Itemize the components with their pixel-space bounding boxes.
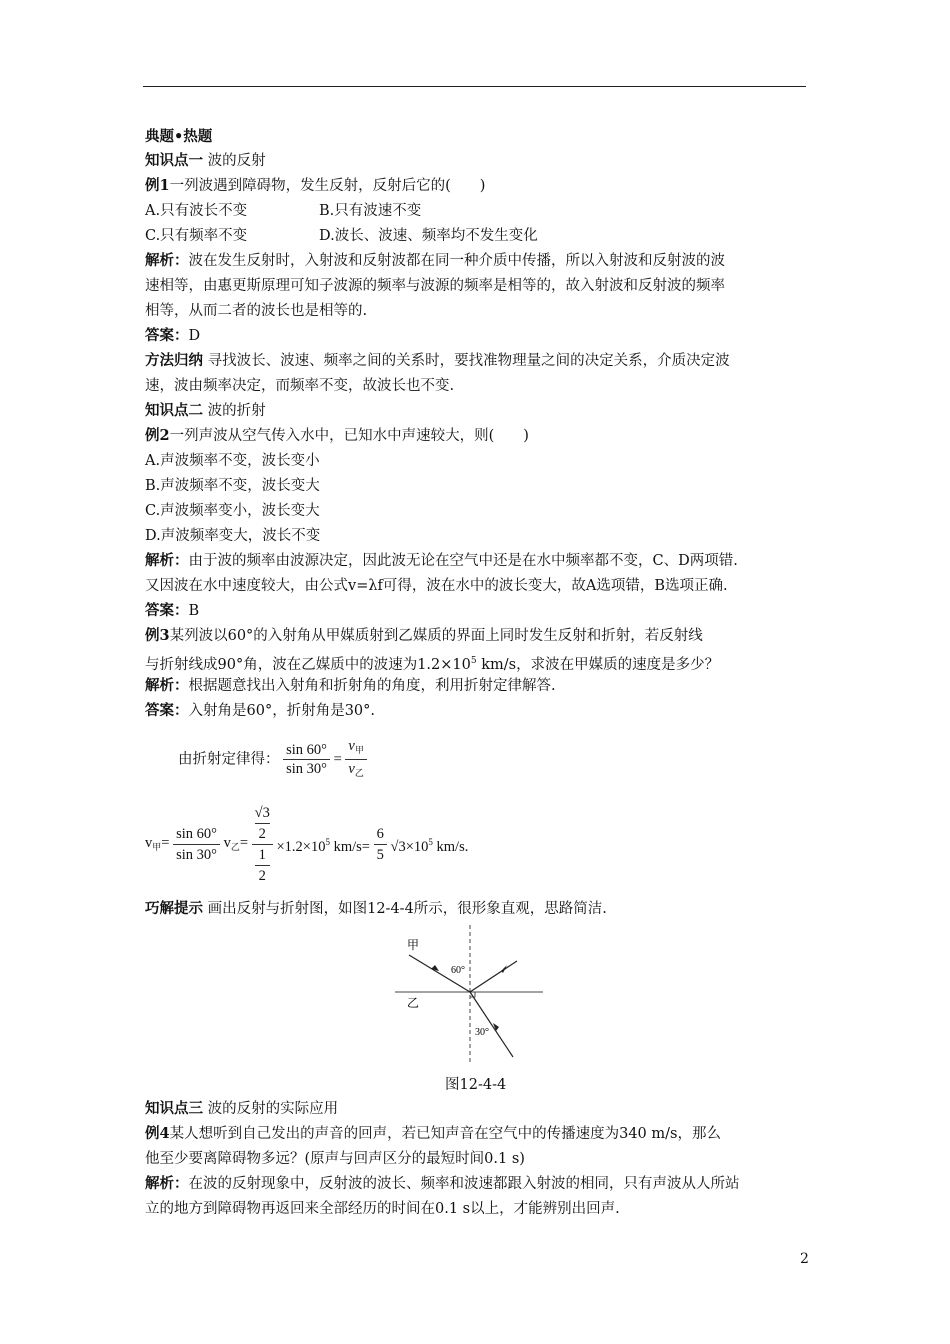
ex4-analysis-text1: 在波的反射现象中，反射波的波长、频率和波速都跟入射波的相同，只有声波从人所站 xyxy=(188,1176,740,1192)
ex3-question-text1: 某列波以60°的入射角从甲媒质射到乙媒质的界面上同时发生反射和折射，若反射线 xyxy=(169,628,703,644)
ex3-answer-value: 入射角是60°，折射角是30°. xyxy=(188,703,376,719)
ex4-analysis-line2: 立的地方到障碍物再返回来全部经历的时间在0.1 s以上，才能辨别出回声. xyxy=(145,1201,620,1217)
ex2-analysis-label: 解析： xyxy=(145,552,189,569)
formula1-rnum-v: v xyxy=(348,738,355,754)
formula2-lhs-sub: 甲 xyxy=(152,841,162,852)
formula1-rnum-sub: 甲 xyxy=(354,745,364,755)
ex2-label: 例2 xyxy=(145,427,170,444)
ex4-analysis-label: 解析： xyxy=(145,1175,189,1192)
ex4-analysis-line1 xyxy=(145,1174,740,1194)
formula2-mid-exp: 5 xyxy=(325,837,330,847)
reflected-arrow-icon xyxy=(501,965,507,973)
formula2-result-fraction xyxy=(374,824,387,865)
method-line1 xyxy=(145,351,730,371)
formula2-tail-text: ×10 xyxy=(405,839,429,855)
section-title: 典题•热题 xyxy=(145,128,213,145)
ex2-opt-c: C.声波频率变小，波长变大 xyxy=(145,503,320,519)
formula2-cf-top xyxy=(252,803,273,845)
figure-caption: 图12-4-4 xyxy=(445,1077,507,1093)
formula1 xyxy=(178,737,367,782)
formula2-tail xyxy=(390,839,468,855)
formula2-cf-top-num: √3 xyxy=(254,805,270,821)
method-text1: 寻找波长、波速、频率之间的关系时，要找准物理量之间的决定关系，介质决定波 xyxy=(207,353,730,369)
ex4-question-text1: 某人想听到自己发出的声音的回声，若已知声音在空气中的传播速度为340 m/s，那么 xyxy=(169,1126,721,1142)
formula2-tail2: km/s. xyxy=(432,839,469,855)
ex1-answer-label: 答案： xyxy=(145,327,189,344)
formula2-cf-bot-num: 1 xyxy=(255,845,270,866)
ex1-analysis-text1: 波在发生反射时，入射波和反射波都在同一种介质中传播，所以入射波和反射波的波 xyxy=(188,253,725,269)
kp1-label: 知识点一 xyxy=(145,152,203,169)
ex2-analysis-line2: 又因波在水中速度较大，由公式v=λf可得，波在水中的波长变大，故A选项错，B选项正确. xyxy=(145,578,728,594)
ex2-answer-label: 答案： xyxy=(145,602,189,619)
ex4-question-line2: 他至少要离障碍物多远？(原声与回声区分的最短时间0.1 s) xyxy=(145,1151,525,1167)
reflection-refraction-figure xyxy=(395,925,555,1065)
angle-incident-label: 60° xyxy=(451,965,465,976)
formula2-sin-fraction xyxy=(173,824,220,865)
formula2-v2-sub: 乙 xyxy=(230,841,240,852)
ex2-analysis-line1 xyxy=(145,551,738,571)
formula2-cf-bot-den: 2 xyxy=(258,868,266,884)
tip-text: 画出反射与折射图，如图12-4-4所示，很形象直观，思路简洁. xyxy=(207,901,607,917)
formula2-r-sqrt: √3 xyxy=(390,839,406,855)
kp2-label: 知识点二 xyxy=(145,402,203,419)
ex3-answer xyxy=(145,701,375,721)
ex2-opt-a: A.声波频率不变，波长变小 xyxy=(145,453,320,469)
ex1-opt-c: C.只有频率不变 xyxy=(145,228,248,244)
formula1-rden-sub: 乙 xyxy=(354,768,364,778)
ex1-opt-d: D.波长、波速、频率均不发生变化 xyxy=(319,228,538,244)
formula1-den: sin 30° xyxy=(286,761,327,777)
ex4-label: 例4 xyxy=(145,1125,170,1142)
tip-line xyxy=(145,899,607,919)
formula2-lhs-v: v xyxy=(145,834,153,851)
formula2-complex-fraction xyxy=(252,803,273,886)
formula2-tail-exp: 5 xyxy=(428,837,433,847)
header-rule xyxy=(143,86,806,87)
formula2-eq1: = xyxy=(161,834,170,851)
kp3-label: 知识点三 xyxy=(145,1100,203,1117)
kp1-title: 波的反射 xyxy=(207,153,266,169)
formula2-cf-top-den: 2 xyxy=(255,823,270,844)
ex1-answer xyxy=(145,326,200,346)
ex3-question-text2b: km/s，求波在甲媒质的速度是多少？ xyxy=(476,657,720,673)
formula1-fraction xyxy=(283,741,330,778)
page-number: 2 xyxy=(800,1251,809,1267)
medium-top-label: 甲 xyxy=(407,938,420,952)
ex1-options-ab xyxy=(145,201,422,221)
method-label: 方法归纳 xyxy=(145,352,203,369)
kp1-heading xyxy=(145,151,266,171)
ex1-opt-a: A.只有波长不变 xyxy=(145,203,248,219)
kp3-heading xyxy=(145,1099,338,1119)
formula2-sin-num: sin 60° xyxy=(173,824,220,845)
medium-bottom-label: 乙 xyxy=(407,996,420,1010)
refracted-arrow-icon xyxy=(493,1023,499,1031)
ex1-analysis-line2: 速相等，由惠更斯原理可知子波源的频率与波源的频率是相等的，故入射波和反射波的频率 xyxy=(145,278,725,294)
ex3-question-line2 xyxy=(145,651,719,675)
ex1-analysis-line1 xyxy=(145,251,725,271)
formula2-mid2: km/s= xyxy=(329,839,370,855)
formula2-r-num: 6 xyxy=(374,824,387,845)
ex3-analysis-text: 根据题意找出入射角和折射角的角度，利用折射定律解答. xyxy=(188,678,556,694)
tip-label: 巧解提示 xyxy=(145,900,203,917)
formula2-r-den: 5 xyxy=(376,847,384,863)
formula1-rden xyxy=(345,760,366,782)
formula1-rden-v: v xyxy=(348,761,355,777)
ex2-answer xyxy=(145,601,199,621)
ex2-answer-value: B xyxy=(188,603,200,619)
kp2-heading xyxy=(145,401,266,421)
formula2-eq2: = xyxy=(239,834,249,851)
formula2-mid xyxy=(276,839,370,855)
ex1-analysis-line3: 相等，从而二者的波长也是相等的. xyxy=(145,303,368,319)
ex3-analysis-label: 解析： xyxy=(145,677,189,694)
ex1-answer-value: D xyxy=(188,328,201,344)
formula1-rnum xyxy=(345,737,366,760)
ex3-analysis xyxy=(145,676,556,696)
formula2-v2 xyxy=(224,835,248,851)
ex1-analysis-label: 解析： xyxy=(145,252,189,269)
formula2-sin-den: sin 30° xyxy=(176,847,217,863)
ex3-answer-label: 答案： xyxy=(145,702,189,719)
ex2-opt-b: B.声波频率不变，波长变大 xyxy=(145,478,320,494)
formula1-prefix: 由折射定律得： xyxy=(178,751,280,768)
reflected-ray xyxy=(470,961,517,992)
ex2-question xyxy=(145,426,529,446)
ex1-options-cd xyxy=(145,226,538,246)
ex1-question-text: 一列波遇到障碍物，发生反射，反射后它的( ) xyxy=(169,178,486,194)
ex4-question-line1 xyxy=(145,1124,721,1144)
ex2-analysis-text1: 由于波的频率由波源决定，因此波无论在空气中还是在水中频率都不变，C、D两项错. xyxy=(188,553,738,569)
refracted-ray xyxy=(470,992,513,1057)
angle-refract-label: 30° xyxy=(475,1027,489,1038)
method-line2: 速，波由频率决定，而频率不变，故波长也不变. xyxy=(145,378,455,394)
formula2-cf-bottom xyxy=(252,845,273,886)
ex3-question-exp: 5 xyxy=(470,656,477,666)
ex2-opt-d: D.声波频率变大，波长不变 xyxy=(145,528,321,544)
formula2-mid-text: ×1.2×10 xyxy=(276,839,326,855)
ex3-question-text2a: 与折射线成90°角，波在乙媒质中的波速为1.2×10 xyxy=(145,657,471,673)
ex1-opt-b: B.只有波速不变 xyxy=(319,203,422,219)
formula1-num: sin 60° xyxy=(283,741,330,760)
formula1-rhs-fraction xyxy=(345,737,366,782)
kp3-title: 波的反射的实际应用 xyxy=(207,1101,339,1117)
ex1-label: 例1 xyxy=(145,177,170,194)
formula2-lhs xyxy=(145,835,169,851)
ex3-label: 例3 xyxy=(145,627,170,644)
ex1-question xyxy=(145,176,485,196)
ex2-question-text: 一列声波从空气传入水中，已知水中声速较大，则( ) xyxy=(169,428,529,444)
ex3-question-line1 xyxy=(145,626,703,646)
formula1-eq: = xyxy=(333,751,342,768)
kp2-title: 波的折射 xyxy=(207,403,266,419)
formula2-v2-v: v xyxy=(223,834,231,851)
formula2 xyxy=(145,803,468,886)
